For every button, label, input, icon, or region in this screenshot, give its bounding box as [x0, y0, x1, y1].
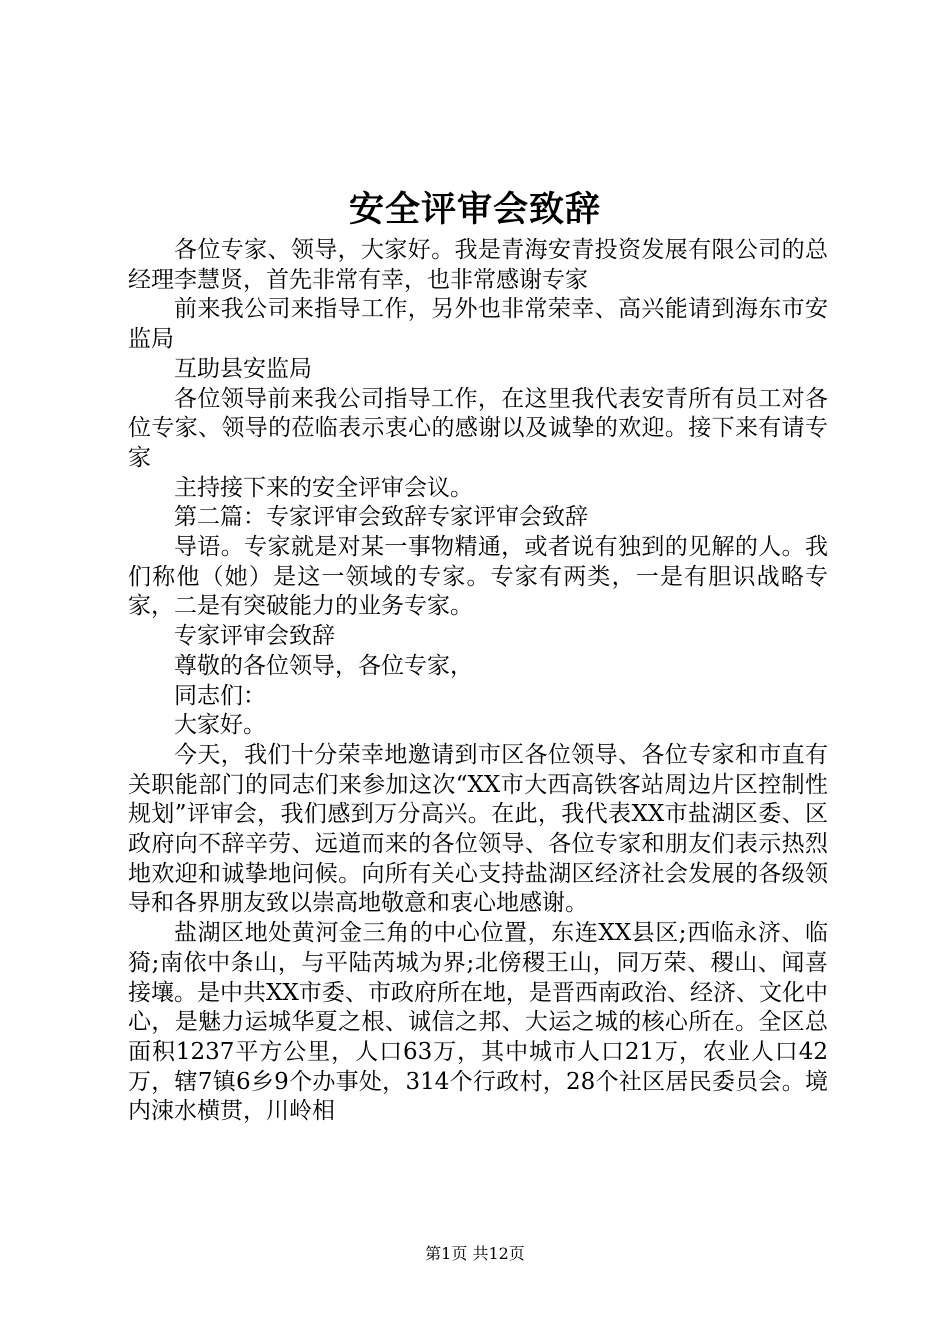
paragraph: 前来我公司来指导工作，另外也非常荣幸、高兴能请到海东市安监局 — [128, 296, 828, 353]
paragraph: 导语。专家就是对某一事物精通，或者说有独到的见解的人。我们称他（她）是这一领域的专家。专家有两类，一是有胆识战略专家，二是有突破能力的业务专家。 — [128, 534, 828, 620]
paragraph: 今天，我们十分荣幸地邀请到市区各位领导、各位专家和市直有关职能部门的同志们来参加这次“XX市大西高铁客站周边片区控制性规划”评审会，我们感到万分高兴。在此，我代表XX市盐湖区委、区政府向不辞辛劳、远道而来的各位领导、各位专家和朋友们表示热烈地欢迎和诚挚地问候。向所有关心支持盐湖区经济社会发展的各级领导和各界朋友致以崇高地敬意和衷心地感谢。 — [128, 741, 828, 917]
paragraph: 同志们： — [174, 682, 266, 709]
paragraph: 各位领导前来我公司指导工作，在这里我代表安青所有员工对各位专家、领导的莅临表示衷心的感谢以及诚挚的欢迎。接下来有请专家 — [128, 385, 828, 471]
paragraph: 第二篇：专家评审会致辞专家评审会致辞 — [174, 504, 588, 531]
paragraph: 大家好。 — [174, 712, 266, 739]
paragraph: 各位专家、领导，大家好。我是青海安青投资发展有限公司的总经理李慧贤，首先非常有幸，也非常感谢专家 — [128, 237, 828, 293]
paragraph: 互助县安监局 — [174, 355, 312, 382]
document-body — [128, 236, 828, 1127]
document-title: 安全评审会致辞 — [348, 189, 601, 230]
paragraph: 专家评审会致辞 — [174, 623, 335, 650]
page-footer: 第1页 共12页 — [425, 1244, 525, 1263]
paragraph: 盐湖区地处黄河金三角的中心位置，东连XX县区;西临永济、临猗;南依中条山，与平陆芮城为界;北傍稷王山，同万荣、稷山、闻喜接壤。是中共XX市委、市政府所在地，是晋西南政治、经济、文化中心，是魅力运城华夏之根、诚信之邦、大运之城的核心所在。全区总面积1237平方公里，人口63万，其中城市人口21万，农业人口42万，辖7镇6乡9个办事处，314个行政村，28个社区居民委员会。境内涑水横贯，川岭相 — [128, 920, 828, 1125]
paragraph: 主持接下来的安全评审会议。 — [174, 474, 473, 501]
paragraph: 尊敬的各位领导，各位专家， — [174, 652, 473, 679]
